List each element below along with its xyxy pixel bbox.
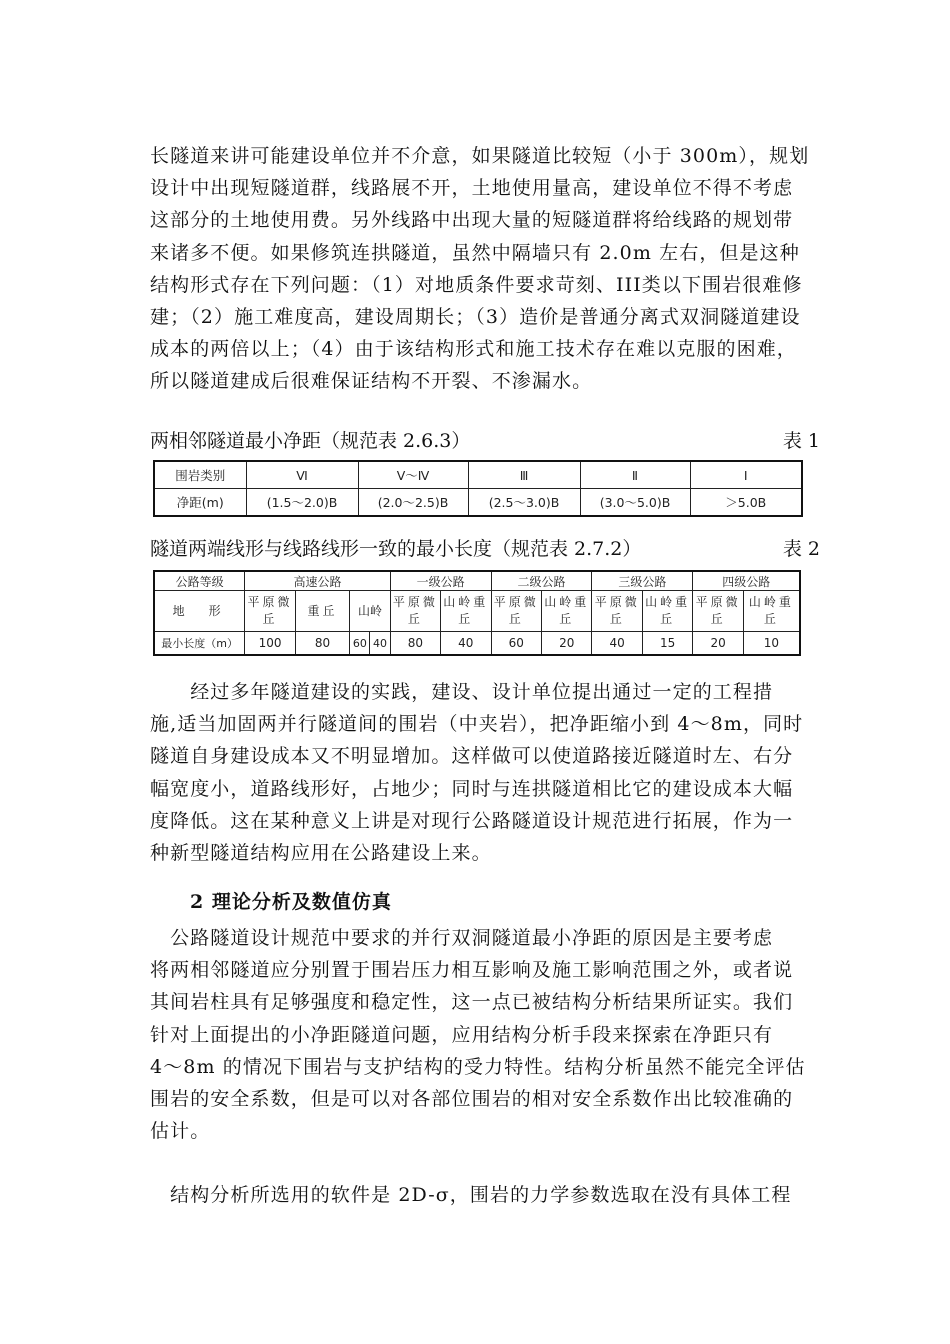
table-cell: 山岭 (350, 591, 390, 632)
table-cell: 60 (350, 632, 370, 656)
table-row (154, 591, 800, 632)
text-line: 针对上面提出的小净距隧道问题，应用结构分析手段来探索在净距只有 (150, 1023, 774, 1046)
text-line: 经过多年隧道建设的实践，建设、设计单位提出通过一定的工程措 (150, 681, 774, 703)
table-cell: 60 (491, 632, 541, 656)
table-cell: 20 (542, 632, 592, 656)
paragraph-software (150, 1179, 840, 1211)
table-cell: 80 (390, 632, 440, 656)
table2-number: 表 2 (782, 538, 820, 560)
table-row (154, 489, 802, 517)
table1-caption-text: 两相邻隧道最小净距（规范表 2.6.3） (150, 430, 471, 452)
table-cell: 山岭重丘 (441, 591, 491, 632)
table-cell: 平原微丘 (390, 591, 440, 632)
table-cell: 平原微丘 (592, 591, 642, 632)
text-line: 围岩的安全系数，但是可以对各部位围岩的相对安全系数作出比较准确的 (150, 1088, 794, 1111)
table-cell: 40 (441, 632, 491, 656)
table-cell: 平原微丘 (693, 591, 743, 632)
table-cell: (1.5～2.0)B (246, 489, 358, 517)
table-cell: 20 (693, 632, 743, 656)
table-row (154, 461, 802, 489)
text-line: 设计中出现短隧道群，线路展不开，土地使用量高，建设单位不得不考虑 (150, 177, 794, 200)
table-header-cell: Ⅱ (580, 461, 690, 489)
table-cell: 15 (642, 632, 692, 656)
text-line: 其间岩柱具有足够强度和稳定性，这一点已被结构分析结果所证实。我们 (150, 991, 794, 1014)
table-header-cell: 四级公路 (693, 571, 800, 591)
table-row (154, 571, 800, 591)
table-cell: 100 (245, 632, 295, 656)
text-line: 隧道自身建设成本又不明显增加。这样做可以使道路接近隧道时左、右分 (150, 745, 794, 768)
table-row (154, 632, 800, 656)
text-line: 4～8m 的情况下围岩与支护结构的受力特性。结构分析虽然不能完全评估 (150, 1055, 806, 1078)
table-cell: 净距(m) (154, 489, 246, 517)
table-header-cell: Ⅰ (690, 461, 802, 489)
table-header-cell: 围岩类别 (154, 461, 246, 489)
text-line: 度降低。这在某种意义上讲是对现行公路隧道设计规范进行拓展，作为一 (150, 809, 794, 832)
table-cell: 平原微丘 (491, 591, 541, 632)
table-cell: ＞5.0B (690, 489, 802, 517)
paragraph-tunnel-issues (150, 140, 840, 398)
table-cell: 重丘 (295, 591, 349, 632)
table-cell: 山岭重丘 (642, 591, 692, 632)
table-cell: (2.0～2.5)B (358, 489, 468, 517)
table-header-cell: 三级公路 (592, 571, 693, 591)
table-header-cell: Ⅵ (246, 461, 358, 489)
table-header-cell: Ⅴ～Ⅳ (358, 461, 468, 489)
text-line: 施,适当加固两并行隧道间的围岩（中夹岩），把净距缩小到 4～8m，同时 (150, 713, 804, 736)
text-line: 所以隧道建成后很难保证结构不开裂、不渗漏水。 (150, 370, 593, 393)
table-cell: (3.0～5.0)B (580, 489, 690, 517)
min-clearance-table (153, 460, 803, 517)
table2-caption (150, 536, 840, 562)
table2-caption-text: 隧道两端线形与线路线形一致的最小长度（规范表 2.7.2） (150, 538, 642, 560)
table-cell: (2.5～3.0)B (468, 489, 580, 517)
table1-caption (150, 428, 840, 454)
text-line: 估计。 (150, 1120, 211, 1143)
text-line: 这部分的土地使用费。另外线路中出现大量的短隧道群将给线路的规划带 (150, 209, 794, 232)
paragraph-small-clearance (150, 676, 840, 869)
table-cell: 山岭重丘 (743, 591, 800, 632)
table-cell: 80 (295, 632, 349, 656)
text-line: 公路隧道设计规范中要求的并行双洞隧道最小净距的原因是主要考虑 (150, 927, 774, 949)
table-header-cell: Ⅲ (468, 461, 580, 489)
text-line: 长隧道来讲可能建设单位并不介意，如果隧道比较短（小于 300m），规划 (150, 145, 810, 167)
paragraph-analysis (150, 922, 840, 1147)
text-line: 种新型隧道结构应用在公路建设上来。 (150, 842, 492, 865)
text-line: 将两相邻隧道应分别置于围岩压力相互影响及施工影响范围之外，或者说 (150, 959, 794, 982)
text-line: 建；（2）施工难度高，建设周期长；（3）造价是普通分离式双洞隧道建设 (150, 306, 801, 329)
text-line: 成本的两倍以上；（4）由于该结构形式和施工技术存在难以克服的困难， (150, 338, 797, 361)
text-line: 来诸多不便。如果修筑连拱隧道，虽然中隔墙只有 2.0m 左右，但是这种 (150, 241, 800, 264)
table1-number: 表 1 (782, 430, 820, 452)
table-header-cell: 一级公路 (390, 571, 491, 591)
table-cell: 10 (743, 632, 800, 656)
table-cell: 山岭重丘 (542, 591, 592, 632)
section-heading: 2 理论分析及数值仿真 (190, 891, 392, 913)
table-header-cell: 最小长度（m） (154, 632, 245, 656)
table-header-cell: 二级公路 (491, 571, 592, 591)
table-cell: 平原微丘 (245, 591, 295, 632)
table-cell: 40 (592, 632, 642, 656)
table-cell: 40 (370, 632, 390, 656)
text-line: 结构分析所选用的软件是 2D-σ，围岩的力学参数选取在没有具体工程 (150, 1184, 792, 1206)
min-length-table (153, 570, 801, 656)
table-header-cell: 高速公路 (245, 571, 390, 591)
text-line: 结构形式存在下列问题：（1）对地质条件要求苛刻、III类以下围岩很难修 (150, 273, 803, 296)
table-header-cell: 公路等级 (154, 571, 245, 591)
table-header-cell: 地 形 (154, 591, 245, 632)
text-line: 幅宽度小，道路线形好，占地少；同时与连拱隧道相比它的建设成本大幅 (150, 777, 794, 800)
